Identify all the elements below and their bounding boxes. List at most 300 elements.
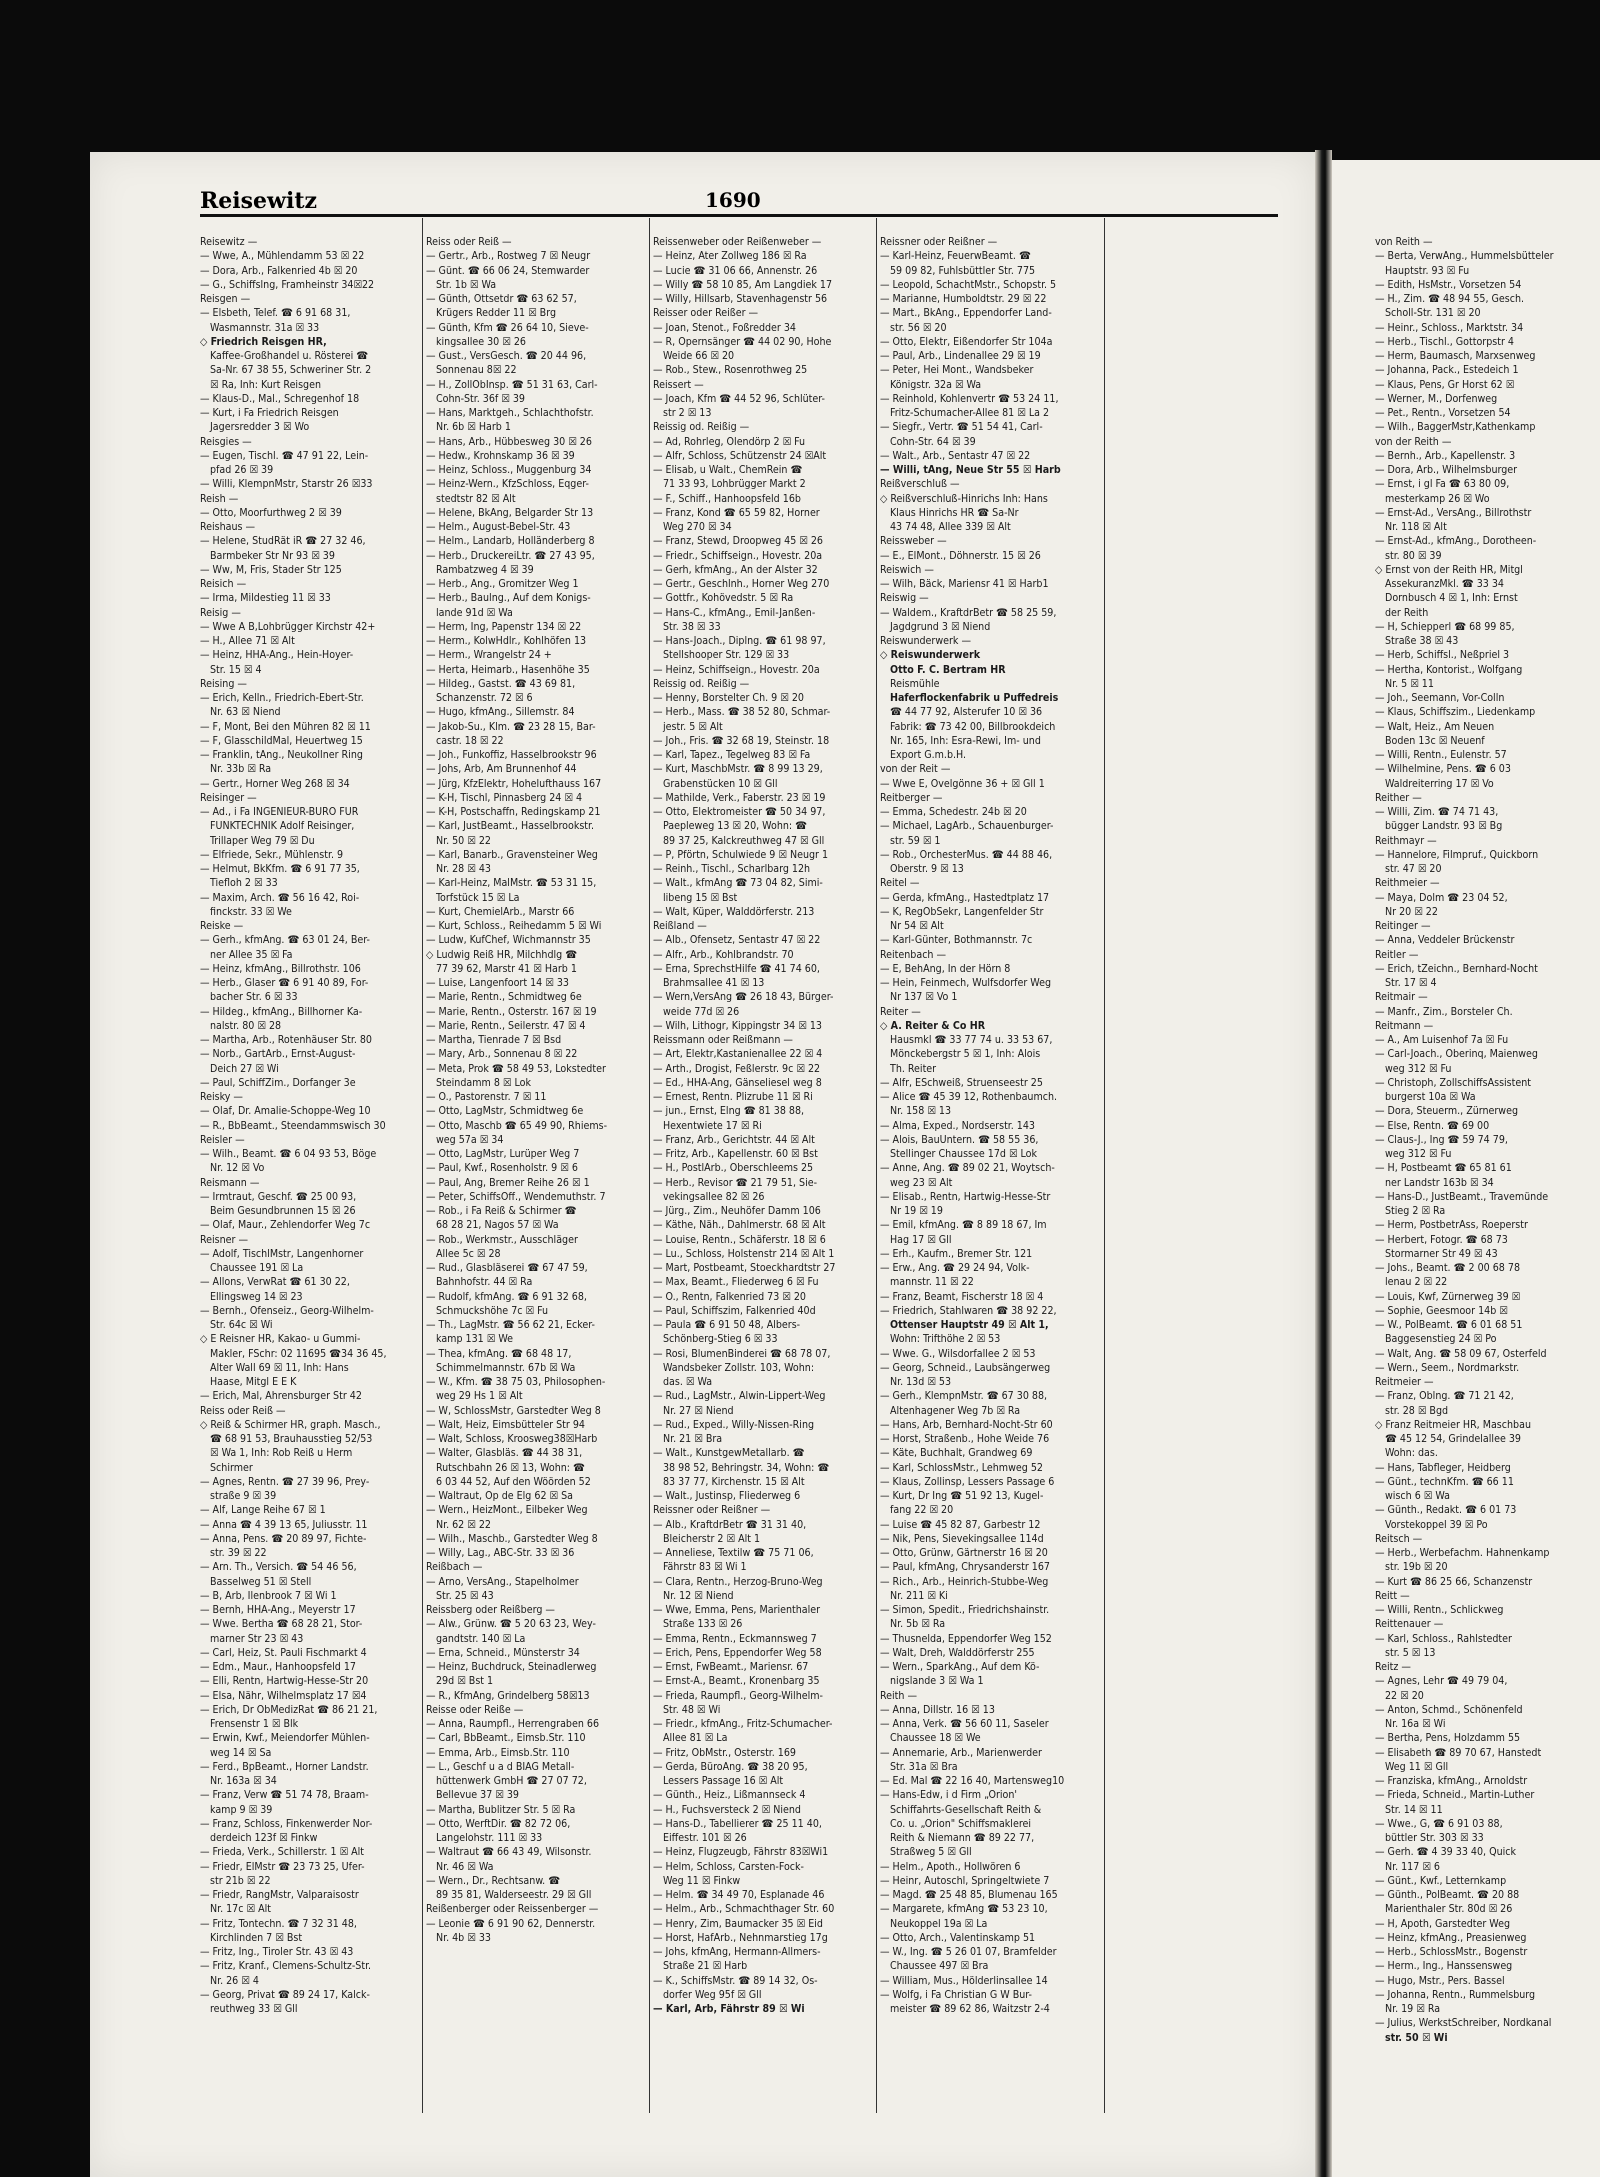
directory-entry-line: — Walt, Heiz, Eimsbütteler Str 94: [426, 1418, 585, 1431]
directory-entry-line: Nr. 28 ☒ 43: [436, 863, 491, 875]
directory-entry-line: — Adolf, TischlMstr, Langenhorner: [200, 1247, 364, 1260]
directory-entry-line: Reissig od. Reißig —: [653, 677, 750, 690]
directory-entry-line: Nr. 19 ☒ Ra: [1385, 2003, 1441, 2015]
directory-entry-line: — H., Allee 71 ☒ Alt: [200, 635, 295, 647]
directory-entry-line: ◇ Reiß & Schirmer HR, graph. Masch.,: [200, 1418, 381, 1431]
directory-entry-line: — Luise, Langenfoort 14 ☒ 33: [426, 977, 569, 989]
directory-entry-line: — Reinhold, Kohlenvertr ☎ 53 24 11,: [880, 392, 1059, 405]
directory-entry-line: Nr 54 ☒ Alt: [890, 920, 944, 932]
directory-entry-line: — Art, Elektr,Kastanienallee 22 ☒ 4: [653, 1048, 823, 1061]
directory-entry-line: — Irma, Mildestieg 11 ☒ 33: [200, 592, 331, 605]
directory-entry-line: — Herb., Revisor ☎ 21 79 51, Sie-: [653, 1176, 818, 1189]
directory-entry-line: — B, Arb, Ilenbrook 7 ☒ Wi 1: [200, 1589, 337, 1602]
directory-entry-line: Nr. 211 ☒ Ki: [890, 1589, 948, 1602]
directory-entry-line: — Karl, Tapez., Tegelweg 83 ☒ Fa: [653, 749, 811, 761]
directory-entry-line: — Fritz, ObMstr., Osterstr. 169: [653, 1746, 796, 1759]
directory-entry-line: ☒ Wa 1, Inh: Rob Reiß u Herm: [210, 1447, 353, 1460]
directory-entry-line: stedtstr 82 ☒ Alt: [436, 492, 516, 505]
directory-entry-line: — Lu., Schloss, Holstenstr 214 ☒ Alt 1: [653, 1247, 835, 1260]
directory-entry-line: — Wilh., BaggerMstr,Kathenkamp: [1375, 421, 1536, 434]
directory-entry-line: Reisinger —: [200, 791, 257, 804]
directory-entry-line: — Erich, Mal, Ahrensburger Str 42: [200, 1390, 362, 1403]
directory-entry-line: — Horst, Straßenb., Hohe Weide 76: [880, 1433, 1050, 1445]
directory-entry-line: — Günt., Kwf., Letternkamp: [1375, 1874, 1507, 1887]
directory-entry-line: — Louis, Kwf, Zürnerweg 39 ☒: [1375, 1290, 1521, 1303]
directory-entry-line: Ottenser Hauptstr 49 ☒ Alt 1,: [890, 1319, 1049, 1331]
directory-entry-line: Reith —: [880, 1689, 917, 1702]
directory-entry-line: lande 91d ☒ Wa: [436, 606, 513, 619]
directory-entry-line: Fabrik: ☎ 73 42 00, Billbrookdeich: [890, 720, 1056, 733]
directory-entry-line: Weide 66 ☒ 20: [663, 350, 735, 362]
directory-entry-line: Reiss oder Reiß —: [200, 1404, 286, 1417]
directory-entry-line: Stellshooper Str. 129 ☒ 33: [663, 649, 790, 662]
directory-entry-line: str. 28 ☒ Bgd: [1385, 1404, 1449, 1417]
directory-entry-line: ◇ Reiswunderwerk: [880, 649, 981, 662]
directory-entry-line: Nr. 27 ☒ Niend: [663, 1404, 734, 1417]
directory-entry-line: str. 56 ☒ 20: [890, 321, 947, 334]
directory-entry-line: — Karl, SchlossMstr., Lehmweg 52: [880, 1461, 1043, 1474]
directory-entry-line: — H., Fuchsversteck 2 ☒ Niend: [653, 1803, 801, 1816]
directory-entry-line: — Bernh., Ofenseiz., Georg-Wilhelm-: [200, 1304, 374, 1317]
directory-entry-line: Reissert —: [653, 378, 704, 391]
directory-entry-line: — Arth., Drogist, Feßlerstr. 9c ☒ 22: [653, 1062, 821, 1075]
directory-entry-line: Nr. 17c ☒ Alt: [210, 1903, 271, 1916]
directory-entry-line: — Johs, Arb, Am Brunnenhof 44: [426, 763, 577, 776]
directory-entry-line: — W., Kfm. ☎ 38 75 03, Philosophen-: [426, 1376, 606, 1388]
directory-entry-line: Weg 11 ☒ Gll: [1385, 1760, 1449, 1773]
directory-entry-line: — Herm, Baumasch, Marxsenweg: [1375, 350, 1536, 362]
directory-entry-line: Sa-Nr. 67 38 55, Schweriner Str. 2: [210, 364, 372, 377]
directory-entry-line: — Helm, Schloss, Carsten-Fock-: [653, 1860, 804, 1873]
directory-entry-line: Schönberg-Stieg 6 ☒ 33: [663, 1333, 778, 1346]
directory-entry-line: Allee 5c ☒ 28: [436, 1247, 501, 1260]
directory-entry-line: — Fritz, Kranf., Clemens-Schultz-Str.: [200, 1960, 372, 1973]
directory-entry-line: — Mathilde, Verk., Faberstr. 23 ☒ 19: [653, 791, 826, 804]
directory-entry-line: — Luise ☎ 45 82 87, Garbestr 12: [880, 1518, 1041, 1531]
directory-entry-line: — Franz, Beamt, Fischerstr 18 ☒ 4: [880, 1290, 1044, 1303]
directory-entry-line: — Emil, kfmAng. ☎ 8 89 18 67, Im: [880, 1219, 1047, 1232]
directory-entry-line: — Manfr., Zim., Borsteler Ch.: [1375, 1005, 1513, 1018]
directory-entry-line: — Herm., Ing., Hanssensweg: [1375, 1960, 1513, 1973]
directory-entry-line: Reismann —: [200, 1176, 260, 1189]
directory-entry-line: Stormarner Str 49 ☒ 43: [1385, 1247, 1498, 1260]
directory-entry-line: libeng 15 ☒ Bst: [663, 891, 738, 904]
directory-entry-line: — Wilh, Bäck, Mariensr 41 ☒ Harb1: [880, 578, 1049, 590]
directory-entry-line: — Hertha, Kontorist., Wolfgang: [1375, 663, 1523, 676]
directory-entry-line: — Willy ☎ 58 10 85, Am Langdiek 17: [653, 278, 833, 291]
directory-entry-line: — K, RegObSekr, Langenfelder Str: [880, 905, 1044, 918]
directory-entry-line: — Alw., Grünw. ☎ 5 20 63 23, Wey-: [426, 1618, 596, 1631]
directory-entry-line: Basselweg 51 ☒ Stell: [210, 1575, 312, 1588]
directory-entry-line: — Hedw., Krohnskamp 36 ☒ 39: [426, 449, 575, 462]
directory-entry-line: finckstr. 33 ☒ We: [210, 905, 292, 918]
directory-entry-line: — R., KfmAng, Grindelberg 58☒13: [426, 1689, 590, 1702]
directory-entry-line: Nr. 16a ☒ Wi: [1385, 1718, 1446, 1730]
directory-entry-line: — Irmtraut, Geschf. ☎ 25 00 93,: [200, 1190, 357, 1203]
directory-entry-line: Reitmair —: [1375, 991, 1428, 1004]
directory-entry-line: — Michael, LagArb., Schauenburger-: [880, 820, 1054, 833]
directory-entry-line: — Marianne, Humboldtstr. 29 ☒ 22: [880, 293, 1047, 305]
directory-entry-line: — Arn. Th., Versich. ☎ 54 46 56,: [200, 1561, 357, 1574]
directory-entry-line: — Frieda, Raumpfl., Georg-Wilhelm-: [653, 1689, 823, 1702]
directory-entry-line: — Elisab., Rentn, Hartwig-Hesse-Str: [880, 1190, 1051, 1203]
directory-entry-line: — Thea, kfmAng. ☎ 68 48 17,: [426, 1347, 572, 1360]
directory-entry-line: Kaffee-Großhandel u. Rösterei ☎: [210, 350, 369, 362]
directory-entry-line: — Ernst, i gl Fa ☎ 63 80 09,: [1375, 478, 1510, 491]
directory-entry-line: — Kurt, Dr Ing ☎ 51 92 13, Kugel-: [880, 1490, 1044, 1502]
directory-entry-line: Co. u. „Orion" Schiffsmaklerei: [890, 1817, 1032, 1830]
directory-entry-line: Reittenauer —: [1375, 1618, 1444, 1631]
directory-entry-line: Bahnhofstr. 44 ☒ Ra: [436, 1276, 533, 1289]
directory-entry-line: — Erich, Pens, Eppendorfer Weg 58: [653, 1646, 822, 1659]
directory-entry-line: — Gerh., kfmAng. ☎ 63 01 24, Ber-: [200, 934, 370, 947]
directory-entry-line: Alter Wall 69 ☒ 11, Inh: Hans: [210, 1361, 349, 1374]
directory-entry-line: jestr. 5 ☒ Alt: [663, 720, 723, 733]
directory-entry-line: Str. 14 ☒ 11: [1385, 1803, 1443, 1816]
directory-entry-line: Nr. 117 ☒ 6: [1385, 1860, 1440, 1873]
directory-entry-line: Nr. 13d ☒ 53: [890, 1376, 952, 1388]
directory-entry-line: fang 22 ☒ 20: [890, 1504, 954, 1517]
directory-entry-line: — Anna, Raumpfl., Herrengraben 66: [426, 1718, 600, 1730]
directory-entry-line: — Herb., Mass. ☎ 38 52 80, Schmar-: [653, 706, 831, 719]
directory-entry-line: — Günth., PolBeamt. ☎ 20 88: [1375, 1889, 1520, 1901]
directory-entry-line: — Heinr., Schloss., Marktstr. 34: [1375, 321, 1524, 334]
directory-entry-line: — Sophie, Geesmoor 14b ☒: [1375, 1304, 1508, 1317]
directory-entry-line: — Karl, JustBeamt., Hasselbrookstr.: [426, 820, 595, 833]
directory-entry-line: Reißland —: [653, 920, 707, 932]
directory-entry-line: — H., PostlArb., Oberschleems 25: [653, 1162, 814, 1175]
directory-entry-line: — Frieda, Schneid., Martin-Luther: [1375, 1789, 1535, 1802]
directory-entry-line: — Ad., i Fa INGENIEUR-BURO FUR: [200, 806, 359, 818]
directory-entry-line: — Gerh., KlempnMstr. ☎ 67 30 88,: [880, 1390, 1048, 1403]
directory-entry-line: — Jürg., Zim., Neuhöfer Damm 106: [653, 1205, 821, 1217]
directory-entry-line: ner Allee 35 ☒ Fa: [210, 948, 293, 961]
directory-entry-line: — Alma, Exped., Nordserstr. 143: [880, 1119, 1035, 1132]
directory-entry-line: Paepleweg 13 ☒ 20, Wohn: ☎: [663, 820, 808, 833]
directory-entry-line: — Clara, Rentn., Herzog-Bruno-Weg: [653, 1575, 823, 1588]
directory-entry-line: büttler Str. 303 ☒ 33: [1385, 1832, 1484, 1844]
directory-entry-line: Reitmann —: [1375, 1019, 1434, 1032]
directory-entry-line: Trillaper Weg 79 ☒ Du: [210, 834, 315, 847]
directory-entry-line: — Heinr, Autoschl, Springeltwiete 7: [880, 1874, 1050, 1887]
directory-entry-line: — Agnes, Rentn. ☎ 27 39 96, Prey-: [200, 1475, 370, 1488]
directory-entry-line: Nr. 165, Inh: Esra-Rewi, Im- und: [890, 734, 1041, 747]
directory-entry-line: Steindamm 8 ☒ Lok: [436, 1076, 531, 1089]
directory-entry-line: — Kurt ☎ 86 25 66, Schanzenstr: [1375, 1575, 1533, 1588]
directory-entry-line: — Herb., DruckereiLtr. ☎ 27 43 95,: [426, 549, 595, 562]
directory-entry-line: — Gertr., Arb., Rostweg 7 ☒ Neugr: [426, 250, 591, 263]
directory-entry-line: — Gust., VersGesch. ☎ 20 44 96,: [426, 350, 587, 362]
directory-entry-line: — Joh., Fris. ☎ 32 68 19, Steinstr. 18: [653, 734, 830, 747]
directory-entry-line: — Joh., Funkoffiz, Hasselbrookstr 96: [426, 749, 597, 761]
directory-entry-line: — Heinz, Ater Zollweg 186 ☒ Ra: [653, 250, 807, 263]
directory-entry-line: — Walt, Heiz., Am Neuen: [1375, 720, 1495, 733]
directory-entry-line: — Franklin, tAng., Neukollner Ring: [200, 749, 363, 761]
directory-entry-line: — Martha, Tienrade 7 ☒ Bsd: [426, 1034, 562, 1046]
directory-entry-line: Nr. 62 ☒ 22: [436, 1518, 491, 1531]
directory-entry-line: — Hans-C., kfmAng., Emil-Janßen-: [653, 606, 816, 619]
directory-entry-line: — Hein, Feinmech, Wulfsdorfer Weg: [880, 977, 1052, 989]
directory-entry-line: Reißbach —: [426, 1561, 483, 1574]
directory-entry-line: — Wilhelmine, Pens. ☎ 6 03: [1375, 763, 1511, 776]
directory-entry-line: weg 23 ☒ Alt: [890, 1176, 953, 1189]
directory-entry-line: — Peter, SchiffsOff., Wendemuthstr. 7: [426, 1190, 606, 1203]
directory-entry-line: — Johs, kfmAng, Hermann-Allmers-: [653, 1946, 821, 1958]
directory-entry-line: nigslande 3 ☒ Wa 1: [890, 1675, 984, 1688]
directory-entry-line: 77 39 62, Marstr 41 ☒ Harb 1: [436, 962, 577, 975]
directory-entry-line: — Günth, Kfm ☎ 26 64 10, Sieve-: [426, 321, 589, 334]
directory-entry-line: Reissenweber oder Reißenweber —: [653, 236, 822, 248]
directory-entry-line: Reisser oder Reißer —: [653, 307, 759, 320]
directory-entry-line: — Ed. Mal ☎ 22 16 40, Martensweg10: [880, 1775, 1065, 1787]
directory-entry-line: 22 ☒ 20: [1385, 1689, 1424, 1702]
directory-entry-line: Schiffahrts-Gesellschaft Reith &: [890, 1803, 1042, 1816]
directory-entry-line: — Georg, Schneid., Laubsängerweg: [880, 1361, 1051, 1374]
directory-entry-line: — Gerh. ☎ 4 39 33 40, Quick: [1375, 1846, 1517, 1859]
directory-entry-line: — Karl-Günter, Bothmannstr. 7c: [880, 934, 1033, 947]
directory-entry-line: — Alois, BauUntern. ☎ 58 55 36,: [880, 1133, 1039, 1146]
directory-entry-line: — Willi, tAng, Neue Str 55 ☒ Harb: [880, 464, 1061, 476]
directory-entry-line: — Klaus, Pens, Gr Horst 62 ☒: [1375, 378, 1515, 391]
directory-entry-line: — Leonie ☎ 6 91 90 62, Dennerstr.: [426, 1917, 596, 1930]
directory-entry-line: Waldreiterring 17 ☒ Vo: [1385, 777, 1494, 790]
directory-entry-line: — Hugo, kfmAng., Sillemstr. 84: [426, 706, 575, 719]
directory-entry-line: Boden 13c ☒ Neuenf: [1385, 734, 1485, 747]
directory-entry-line: — Johs., Beamt. ☎ 2 00 68 78: [1375, 1262, 1521, 1274]
directory-entry-line: — Helm., Arb., Schmachthager Str. 60: [653, 1903, 835, 1916]
directory-entry-line: Reißverschluß —: [880, 478, 960, 491]
directory-entry-line: Baggesenstieg 24 ☒ Po: [1385, 1333, 1497, 1346]
directory-entry-line: Cohn-Str. 36f ☒ 39: [436, 392, 525, 405]
directory-entry-line: — Gertr., Horner Weg 268 ☒ 34: [200, 777, 350, 790]
directory-entry-line: — Erna, SprechstHilfe ☎ 41 74 60,: [653, 962, 820, 975]
directory-entry-line: — Bernh, HHA-Ang., Meyerstr 17: [200, 1604, 356, 1616]
directory-entry-line: — Willi, Zim. ☎ 74 71 43,: [1375, 806, 1499, 818]
directory-entry-line: kamp 131 ☒ We: [436, 1333, 513, 1346]
directory-entry-line: — Annemarie, Arb., Marienwerder: [880, 1746, 1042, 1759]
column-rule: [422, 218, 423, 2113]
directory-entry-line: Lessers Passage 16 ☒ Alt: [663, 1775, 784, 1787]
directory-entry-line: — Maya, Dolm ☎ 23 04 52,: [1375, 891, 1508, 904]
directory-entry-line: — Christoph, ZollschiffsAssistent: [1375, 1076, 1532, 1089]
directory-entry-line: Reiswig —: [880, 592, 929, 605]
directory-entry-line: von der Reit —: [880, 763, 951, 776]
directory-entry-line: Stellinger Chaussee 17d ☒ Lok: [890, 1148, 1038, 1160]
directory-entry-line: — Ww, M, Fris, Stader Str 125: [200, 563, 342, 576]
directory-entry-line: — Ernst-A., Beamt., Kronenbarg 35: [653, 1675, 820, 1688]
directory-entry-line: Nr. 12 ☒ Niend: [663, 1589, 734, 1602]
directory-entry-line: — Pet., Rentn., Vorsetzen 54: [1375, 407, 1511, 419]
directory-entry-line: — Mart., BkAng., Eppendorfer Land-: [880, 307, 1052, 320]
directory-entry-line: Nr 137 ☒ Vo 1: [890, 991, 958, 1004]
directory-entry-line: — Mart, Postbeamt, Stoeckhardtstr 27: [653, 1262, 836, 1274]
directory-entry-line: Reitler —: [1375, 948, 1419, 961]
directory-entry-line: — Heinz, kfmAng., Preasienweg: [1375, 1931, 1527, 1944]
directory-entry-line: — Emma, Rentn., Eckmannsweg 7: [653, 1632, 817, 1645]
directory-entry-line: — Carl, BbBeamt., Eimsb.Str. 110: [426, 1732, 586, 1745]
directory-entry-line: Str. 17 ☒ 4: [1385, 977, 1437, 989]
directory-entry-line: — Paul, Arb., Lindenallee 29 ☒ 19: [880, 350, 1041, 362]
directory-entry-line: — H, Apoth, Garstedter Weg: [1375, 1917, 1511, 1930]
directory-entry-line: — Franziska, kfmAng., Arnoldstr: [1375, 1775, 1528, 1787]
directory-entry-line: Hausmkl ☎ 33 77 74 u. 33 53 67,: [890, 1034, 1053, 1046]
directory-entry-line: Reisgen —: [200, 293, 251, 305]
directory-entry-line: — Ernest, Rentn. Plizrube 11 ☒ Ri: [653, 1091, 813, 1103]
directory-entry-line: — Otto, LagMstr, Schmidtweg 6e: [426, 1105, 584, 1118]
directory-entry-line: Haase, Mitgl E E K: [210, 1376, 297, 1388]
directory-entry-line: str. 19b ☒ 20: [1385, 1561, 1448, 1574]
directory-entry-line: — Anna, Pens. ☎ 20 89 97, Fichte-: [200, 1532, 367, 1545]
directory-entry-line: — H., Zim. ☎ 48 94 55, Gesch.: [1375, 293, 1525, 305]
directory-entry-line: mesterkamp 26 ☒ Wo: [1385, 492, 1490, 505]
directory-entry-line: ◇ Reißverschluß-Hinrichs Inh: Hans: [880, 492, 1048, 505]
directory-entry-line: — Franz, Kond ☎ 65 59 82, Horner: [653, 506, 820, 519]
directory-entry-line: — Fritz, Arb., Kapellenstr. 60 ☒ Bst: [653, 1148, 818, 1160]
directory-entry-line: Straße 21 ☒ Harb: [663, 1960, 748, 1973]
directory-entry-line: — Wern., HeizMont., Eilbeker Weg: [426, 1504, 588, 1517]
directory-entry-line: 6 03 44 52, Auf den Wöörden 52: [436, 1475, 591, 1488]
directory-entry-line: 71 33 93, Lohbrügger Markt 2: [663, 478, 806, 491]
directory-entry-line: — Rud., LagMstr., Alwin-Lippert-Weg: [653, 1390, 826, 1403]
directory-entry-line: — Else, Rentn. ☎ 69 00: [1375, 1119, 1490, 1132]
directory-entry-line: Str. 38 ☒ 33: [663, 620, 721, 633]
directory-entry-line: — Johanna, Pack., Estedeich 1: [1375, 364, 1519, 377]
directory-entry-line: Nr. 158 ☒ 13: [890, 1105, 952, 1118]
directory-entry-line: — Ad, Rohrleg, Olendörp 2 ☒ Fu: [653, 435, 806, 448]
directory-entry-line: — G., Schiffslng, Framheinstr 34☒22: [200, 278, 375, 291]
directory-entry-line: Königstr. 32a ☒ Wa: [890, 378, 982, 391]
directory-entry-line: — Simon, Spedit., Friedrichshainstr.: [880, 1604, 1050, 1616]
directory-entry-line: — Paul, Ang, Bremer Reihe 26 ☒ 1: [426, 1176, 590, 1189]
directory-entry-line: pfad 26 ☒ 39: [210, 464, 274, 476]
directory-entry-line: 29d ☒ Bst 1: [436, 1675, 494, 1688]
directory-entry-line: — Alb., Ofensetz, Sentastr 47 ☒ 22: [653, 934, 821, 947]
directory-entry-line: — Carl-Joach., Oberinq, Maienweg: [1375, 1048, 1538, 1061]
directory-entry-line: — E, BehAng, In der Hörn 8: [880, 962, 1011, 975]
directory-entry-line: hüttenwerk GmbH ☎ 27 07 72,: [436, 1775, 587, 1787]
directory-entry-line: weg 29 Hs 1 ☒ Alt: [436, 1390, 523, 1403]
directory-entry-line: Reitmeier —: [1375, 1376, 1434, 1388]
directory-entry-line: — Helm., Apoth., Hollwören 6: [880, 1860, 1021, 1873]
directory-entry-line: — Willi, KlempnMstr, Starstr 26 ☒33: [200, 478, 373, 491]
directory-entry-line: Th. Reiter: [890, 1062, 937, 1075]
directory-entry-line: — Kurt, MaschbMstr. ☎ 8 99 13 29,: [653, 763, 823, 776]
directory-entry-line: — Karl, Banarb., Gravensteiner Weg: [426, 848, 598, 861]
directory-entry-line: ◇ Ernst von der Reith HR, Mitgl: [1375, 563, 1523, 576]
directory-entry-line: — Hans, Arb., Hübbesweg 30 ☒ 26: [426, 435, 592, 448]
directory-entry-line: — Anna, Veddeler Brückenstr: [1375, 934, 1515, 947]
directory-entry-line: Otto F. C. Bertram HR: [890, 663, 1006, 676]
directory-entry-line: weg 312 ☒ Fu: [1385, 1062, 1452, 1075]
directory-entry-line: bacher Str. 6 ☒ 33: [210, 991, 298, 1004]
directory-entry-line: Marienthaler Str. 80d ☒ 26: [1385, 1903, 1513, 1916]
directory-entry-line: — W, SchlossMstr, Garstedter Weg 8: [426, 1404, 601, 1417]
directory-entry-line: — Bertha, Pens, Holzdamm 55: [1375, 1732, 1521, 1745]
directory-entry-line: — K., SchiffsMstr. ☎ 89 14 32, Os-: [653, 1974, 818, 1987]
directory-entry-line: — E., ElMont., Döhnerstr. 15 ☒ 26: [880, 549, 1041, 562]
directory-entry-line: — Joan, Stenot., Foßredder 34: [653, 321, 796, 334]
directory-entry-line: — Henry, Zim, Baumacker 35 ☒ Eid: [653, 1917, 823, 1930]
directory-entry-line: Straßweg 5 ☒ Gll: [890, 1846, 972, 1859]
directory-entry-line: kingsallee 30 ☒ 26: [436, 335, 526, 348]
directory-entry-line: — Rob., Werkmstr., Ausschläger: [426, 1233, 578, 1246]
directory-entry-line: bügger Landstr. 93 ☒ Bg: [1385, 820, 1503, 833]
directory-entry-line: — Hugo, Mstr., Pers. Bassel: [1375, 1974, 1505, 1987]
directory-entry-line: Hag 17 ☒ Gll: [890, 1233, 952, 1246]
directory-entry-line: Reissner oder Reißner —: [653, 1504, 771, 1517]
directory-entry-line: — Anna, Dillstr. 16 ☒ 13: [880, 1703, 995, 1716]
directory-entry-line: — Friedr., Schiffseign., Hovestr. 20a: [653, 549, 823, 562]
directory-entry-line: — P, Pförtn, Schulwiede 9 ☒ Neugr 1: [653, 848, 829, 861]
directory-entry-line: Reitenbach —: [880, 948, 947, 961]
directory-entry-line: — Louise, Rentn., Schäferstr. 18 ☒ 6: [653, 1233, 826, 1246]
directory-entry-line: Tiefloh 2 ☒ 33: [210, 877, 278, 890]
directory-entry-line: Reissner oder Reißner —: [880, 236, 998, 248]
directory-entry-line: — Willy, Hillsarb, Stavenhagenstr 56: [653, 293, 828, 305]
directory-column-3: [653, 235, 869, 2115]
directory-entry-line: — Peter, Hei Mont., Wandsbeker: [880, 364, 1034, 377]
directory-entry-line: — Walt., KunstgewMetallarb. ☎: [653, 1447, 805, 1460]
directory-entry-line: — Walt, Küper, Walddörferstr. 213: [653, 905, 815, 918]
directory-entry-line: — Nik, Pens, Sievekingsallee 114d: [880, 1532, 1044, 1545]
directory-entry-line: Vorstekoppel 39 ☒ Po: [1385, 1518, 1488, 1531]
directory-entry-line: — Walt., Arb., Sentastr 47 ☒ 22: [880, 449, 1031, 462]
directory-entry-line: das. ☒ Wa: [663, 1376, 713, 1388]
directory-entry-line: Bellevue 37 ☒ 39: [436, 1789, 519, 1802]
directory-entry-line: — Claus-J., Ing ☎ 59 74 79,: [1375, 1133, 1508, 1146]
directory-entry-line: — Hans-D., JustBeamt., Travemünde: [1375, 1190, 1549, 1203]
directory-entry-line: — Eugen, Tischl. ☎ 47 91 22, Lein-: [200, 449, 369, 462]
directory-entry-line: Str. 25 ☒ 43: [436, 1589, 494, 1602]
directory-entry-line: Str. 64c ☒ Wi: [210, 1319, 273, 1331]
directory-entry-line: — Kurt, i Fa Friedrich Reisgen: [200, 407, 339, 419]
directory-entry-line: derdeich 123f ☒ Finkw: [210, 1832, 318, 1844]
directory-entry-line: Stieg 2 ☒ Ra: [1385, 1205, 1446, 1217]
directory-entry-line: — Otto, LagMstr, Lurüper Weg 7: [426, 1148, 580, 1160]
directory-entry-line: — Wwe., G, ☎ 6 91 03 88,: [1375, 1817, 1503, 1830]
directory-entry-line: straße 9 ☒ 39: [210, 1490, 277, 1502]
directory-entry-line: Nr. 26 ☒ 4: [210, 1974, 259, 1987]
directory-entry-line: — Karl-Heinz, FeuerwBeamt. ☎: [880, 250, 1031, 263]
directory-entry-line: ☎ 45 12 54, Grindelallee 39: [1385, 1433, 1521, 1445]
directory-entry-line: — Friedr, RangMstr, Valparaisostr: [200, 1889, 359, 1901]
directory-entry-line: — Herb., SchlossMstr., Bogenstr: [1375, 1946, 1528, 1958]
directory-entry-line: Chaussee 497 ☒ Bra: [890, 1960, 989, 1973]
directory-entry-line: — Walt., kfmAng ☎ 73 04 82, Simi-: [653, 877, 823, 890]
directory-entry-line: — Horst, HafArb., Nehnmarstieg 17g: [653, 1931, 828, 1944]
directory-entry-line: — Wern., Dr., Rechtsanw. ☎: [426, 1874, 561, 1887]
directory-entry-line: Reising —: [200, 677, 247, 690]
directory-entry-line: — Wern,VersAng ☎ 26 18 43, Bürger-: [653, 991, 834, 1004]
directory-entry-line: — Meta, Prok ☎ 58 49 53, Lokstedter: [426, 1062, 606, 1075]
directory-entry-line: — Ferd., BpBeamt., Horner Landstr.: [200, 1760, 369, 1773]
directory-entry-line: — Hildeg., kfmAng., Billhorner Ka-: [200, 1005, 363, 1018]
directory-entry-line: — Walt, Ang. ☎ 58 09 67, Osterfeld: [1375, 1347, 1547, 1360]
directory-entry-line: — Henny, Borstelter Ch. 9 ☒ 20: [653, 692, 804, 704]
directory-entry-line: Str. 31a ☒ Bra: [890, 1760, 958, 1773]
directory-entry-line: Str. 1b ☒ Wa: [436, 278, 497, 291]
directory-entry-line: — Edith, HsMstr., Vorsetzen 54: [1375, 278, 1522, 291]
directory-entry-line: — Heinz, Schiffseign., Hovestr. 20a: [653, 663, 820, 676]
directory-entry-line: — Hans, Tabfleger, Heidberg: [1375, 1461, 1511, 1474]
directory-entry-line: str. 5 ☒ 13: [1385, 1646, 1436, 1659]
directory-entry-line: Reithmeier —: [1375, 877, 1440, 890]
directory-entry-line: — Walt, Dreh, Walddörferstr 255: [880, 1646, 1035, 1659]
directory-entry-line: — Elisab, u Walt., ChemRein ☎: [653, 464, 803, 476]
directory-entry-line: — Heinz, HHA-Ang., Hein-Hoyer-: [200, 649, 354, 662]
directory-entry-line: — Wwe, Emma, Pens, Marienthaler: [653, 1604, 821, 1616]
directory-entry-line: Reisner —: [200, 1233, 249, 1246]
